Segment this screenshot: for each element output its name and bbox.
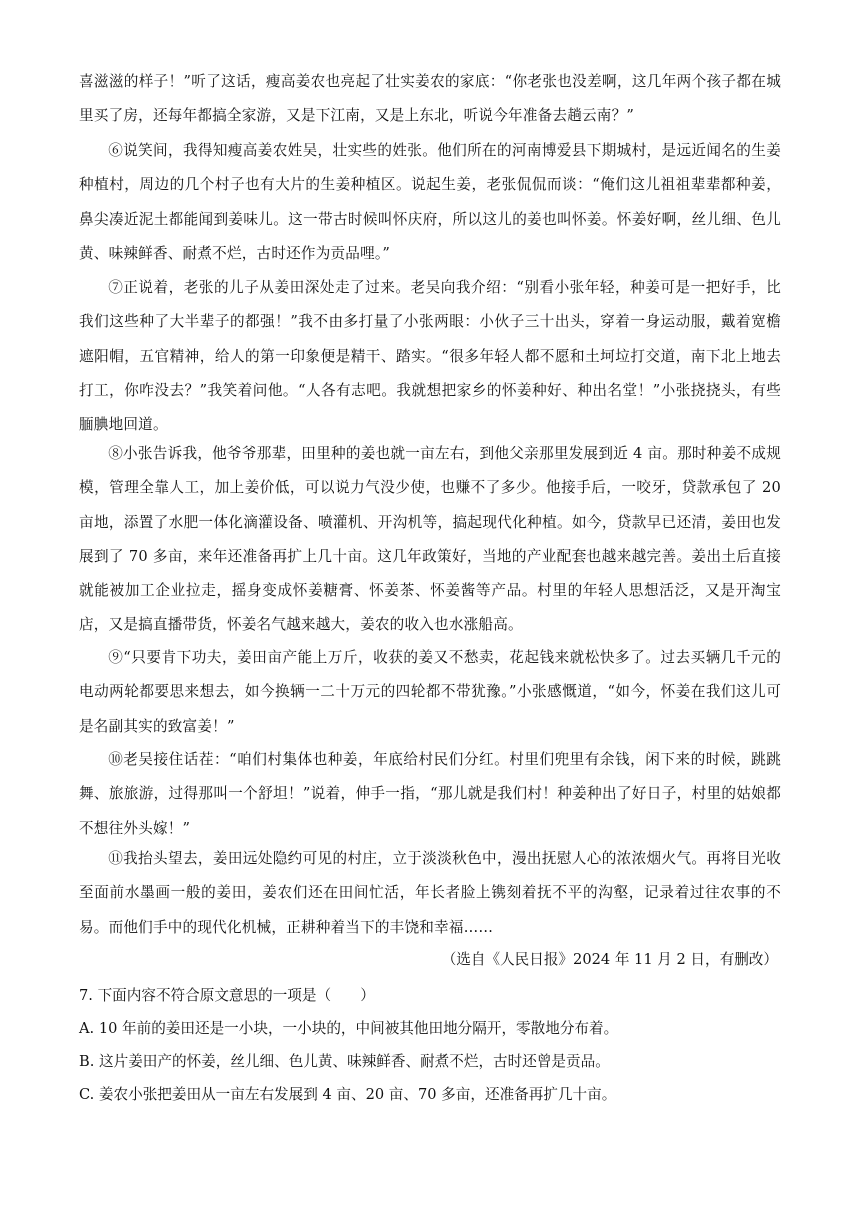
- question-option-b: B. 这片姜田产的怀姜，丝儿细、色儿黄、味辣鲜香、耐煮不烂，古时还曾是贡品。: [79, 1053, 610, 1070]
- article-source: （选自《人民日报》2024 年 11 月 2 日，有删改）: [441, 951, 778, 968]
- article-paragraph-9: ⑨“只要肯下功夫，姜田亩产能上万斤，收获的姜又不愁卖，花起钱来就松快多了。过去买辆几千元的电动两轮都要思来想去，如今换辆一二十万元的四轮都不带犹豫。”小张感慨道，“如今，怀姜在我们这儿可是名副其实的致富姜！”: [79, 649, 781, 735]
- article-paragraph-11: ⑪我抬头望去，姜田远处隐约可见的村庄，立于淡淡秋色中，漫出抚慰人心的浓浓烟火气。再将目光收至面前水墨画一般的姜田，姜农们还在田间忙活，年长者脸上镌刻着抚不平的沟壑，记录着过往农事的不易。而他们手中的现代化机械，正耕种着当下的丰饶和幸福……: [79, 850, 781, 936]
- question-option-c: C. 姜农小张把姜田从一亩左右发展到 4 亩、20 亩、70 多亩，还准备再扩几十亩。: [79, 1086, 617, 1103]
- article-paragraph-6: ⑥说笑间，我得知瘦高姜农姓吴，壮实些的姓张。他们所在的河南博爱县下期城村，是远近闻名的生姜种植村，周边的几个村子也有大片的生姜种植区。说起生姜，老张侃侃而谈：“俺们这儿祖祖辈辈都种姜，鼻尖凑近泥土都能闻到姜味儿。这一带古时候叫怀庆府，所以这儿的姜也叫怀姜。怀姜好啊，丝儿细、色儿黄、味辣鲜香、耐煮不烂，古时还作为贡品哩。”: [79, 142, 781, 262]
- article-paragraph-8: ⑧小张告诉我，他爷爷那辈，田里种的姜也就一亩左右，到他父亲那里发展到近 4 亩。那时种姜不成规模，管理全靠人工，加上姜价低，可以说力气没少使，也赚不了多少。他接手后，一咬牙，贷款承包了 20 亩地，添置了水肥一体化滴灌设备、喷灌机、开沟机等，搞起现代化种植。如今，贷款早已还清，姜田也发展到了 70 多亩，来年还准备再扩上几十亩。这几年政策好，当地的产业配套也越来越完善。姜出土后直接就能被加工企业拉走，摇身变成怀姜糖膏、怀姜茶、怀姜酱等产品。村里的年轻人思想活泛，又是开淘宝店，又是搞直播带货，怀姜名气越来越大，姜农的收入也水涨船高。: [79, 445, 781, 634]
- article-paragraph-5-continued: 喜滋滋的样子！”听了这话，瘦高姜农也亮起了壮实姜农的家底：“你老张也没差啊，这几年两个孩子都在城里买了房，还每年都搞全家游，又是下江南，又是上东北，听说今年准备去趟云南？”: [79, 73, 781, 125]
- question-stem: 7. 下面内容不符合原文意思的一项是（ ）: [79, 987, 375, 1004]
- article-paragraph-7: ⑦正说着，老张的儿子从姜田深处走了过来。老吴向我介绍：“别看小张年轻，种姜可是一把好手，比我们这些种了大半辈子的都强！”我不由多打量了小张两眼：小伙子三十出头，穿着一身运动服，戴着宽檐遮阳帽，五官精神，给人的第一印象便是精干、踏实。“很多年轻人都不愿和土坷垃打交道，南下北上地去打工，你咋没去？”我笑着问他。“人各有志吧。我就想把家乡的怀姜种好、种出名堂！”小张挠挠头，有些腼腆地回道。: [79, 279, 781, 434]
- article-paragraph-10: ⑩老吴接住话茬：“咱们村集体也种姜，年底给村民们分红。村里们兜里有余钱，闲下来的时候，跳跳舞、旅旅游，过得那叫一个舒坦！”说着，伸手一指，“那儿就是我们村！种姜种出了好日子，村里的姑娘都不想往外头嫁！”: [79, 751, 781, 837]
- question-option-a: A. 10 年前的姜田还是一小块，一小块的，中间被其他田地分隔开，零散地分布着。: [79, 1020, 619, 1037]
